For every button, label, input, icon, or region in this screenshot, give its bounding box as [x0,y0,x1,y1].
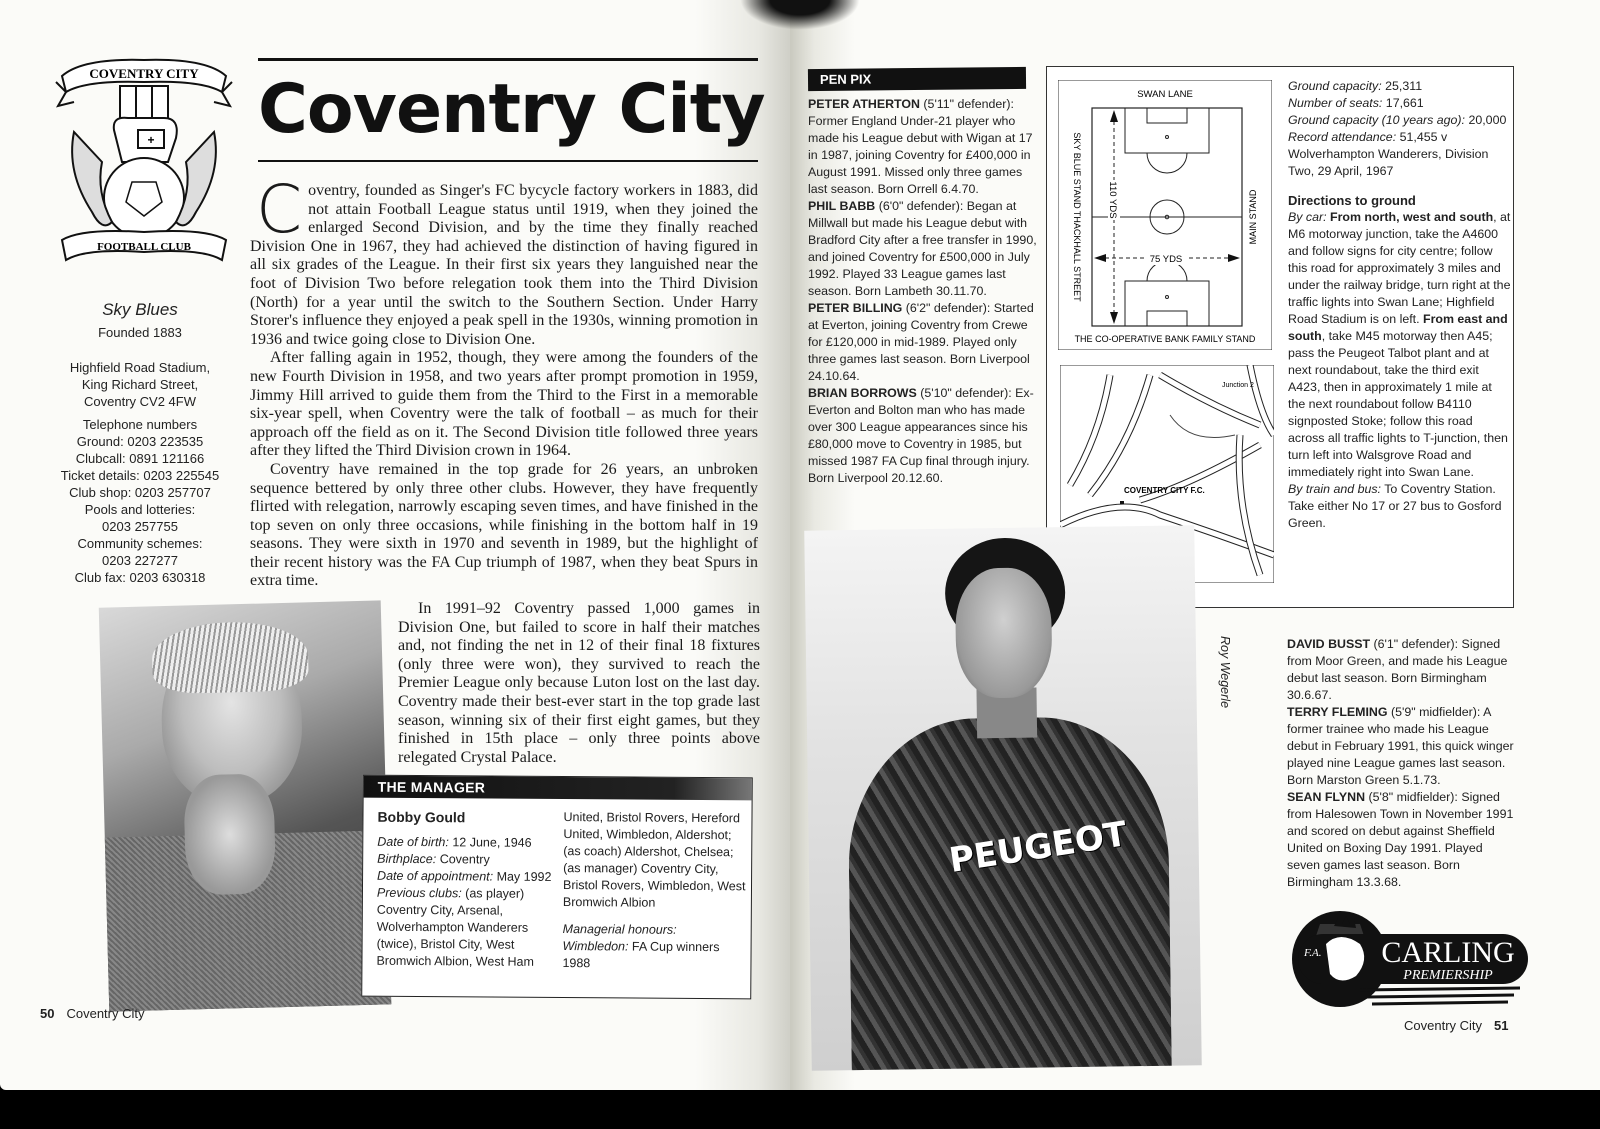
phone-line: Club fax: 0203 630318 [74,570,206,585]
drop-cap: C [256,171,303,248]
phone-line: 0203 257755 [102,519,178,534]
book-spine-shadow [740,0,860,30]
address-line: Highfield Road Stadium, [69,360,211,375]
car-route-2-text: , take M45 motorway then A45; pass the Peugeot Talbot plant and at next roundabout, take the third exit A423, then in approximately 1 mile at the next roundabout follow B4110 signposted Stoke; follow this road across all traffic lights to T-junction, then turn left into Walsgrove Road and immediately right into Swan Lane. [1288,329,1508,479]
pen-pix-column-2 [1287,636,1519,891]
history-paragraph: After falling again in 1952, though, they were among the founders of the new Fourth Division in 1958, and two years after prompt promotion in 1959, Jimmy Hill arrived to guide them from the Third to the First in a memorable six-year spell, when Coventry were the talk of football – as much for their approach off the field as on it. The Second Division title followed three years after they lifted the Third Division crown in 1964. [250,349,758,460]
pitch-diagram [1058,80,1272,350]
dob-label: Date of birth: [377,834,449,850]
honours-value: FA Cup winners 1988 [562,939,720,971]
running-footer: Coventry City [1404,1018,1483,1033]
player-entry [808,198,1044,300]
pitch-width-label: 75 YDS [1149,254,1183,265]
shirt-sponsor: PEUGEOT [946,814,1130,881]
pitch-right-label: MAIN STAND [1248,189,1258,245]
player-entry [1287,636,1519,704]
title-rule [258,160,758,162]
capacity-10y-label: Ground capacity (10 years ago): [1288,113,1466,127]
manager-details-right [562,809,749,973]
manager-name: Bobby Gould [377,808,466,826]
player-entry [808,96,1044,198]
player-detail: (5'8" midfielder): Signed from Halesowen Town in November 1991 and scored on debut against Sheffield United on Boxing Day 1991. Played seven games last season. Born Birmingham 13.3.68. [1287,790,1514,889]
pitch-bottom-label: THE CO-OPERATIVE BANK FAMILY STAND [1074,334,1256,344]
history-text: oventry, founded as Singer's FC bycycle factory workers in 1883, did not attain Football League status until 1919, when they joined the enlarged Second Division, and by the time they finally reached Division One in 1967, they had achieved the distinction of having figured in all six grades of the League. In their first six years they languished near the foot of Division Two before relegation took them into the Third Division (North) for a year until the switch to the Southern Section. Under Harry Storer's influence they enjoyed a peak spell in the 1930s, winning promotion in 1936 and twice going close to Division One. [250,182,758,348]
page-number: 50 [40,1006,55,1021]
crest-top-text: COVENTRY CITY [89,66,199,81]
directions-by-train [1288,481,1512,532]
club-crest-icon [52,52,236,274]
phone-line: Club shop: 0203 257707 [69,485,211,500]
phone-line: Clubcall: 0891 121166 [75,451,205,466]
capacity-10y-value: 20,000 [1465,113,1507,127]
stadium-address [40,359,240,410]
player-detail: (5'11" defender): Former England Under-21 player who made his League debut with Wigan at 17 in 1987, joining Coventry for £400,000 in August 1991. Missed only three games last season. Born Orrell 6.4.70. [808,97,1033,196]
birthplace-label: Birthplace: [377,851,437,867]
founded-year: Founded 1883 [98,325,182,340]
player-name: PHIL BABB [808,199,876,213]
player-detail: (6'1" defender): Signed from Moor Green, and made his League debut last season. Born Birmingham 30.6.67. [1287,637,1508,702]
club-nickname: Sky Blues [102,300,178,319]
player-photo [804,525,1202,1070]
crest-bottom-text: FOOTBALL CLUB [97,241,191,253]
capacity-value: 25,311 [1381,79,1423,93]
phone-line: Ground: 0203 223535 [76,434,204,449]
record-label: Record attendance: [1288,130,1397,144]
player-entry [1287,789,1519,891]
svg-text:+: + [147,133,155,147]
carling-premiership-logo-icon [1290,904,1530,1014]
phone-line: Ticket details: 0203 225545 [60,468,220,483]
player-entry [808,385,1044,487]
capacity-label: Ground capacity: [1288,79,1382,93]
birthplace-value: Coventry [436,852,490,867]
player-name: BRIAN BORROWS [808,386,917,400]
manager-photo [99,600,391,1011]
player-name: PETER ATHERTON [808,97,920,111]
page-footer-right [1404,1018,1509,1033]
train-label: By train and bus: [1288,482,1381,496]
player-name: SEAN FLYNN [1287,790,1366,804]
history-paragraph [250,171,758,349]
honours-club: Wimbledon: [562,939,629,954]
ground-details [1288,78,1512,532]
history-paragraph: Coventry have remained in the top grade for 26 years, an unbroken sequence bettered by only three other clubs. However, they have frequently flirted with relegation, narrowly escaping seven times, and have finished in the top seven on only three occasions, while finishing in the bottom half in 19 seasons. They were sixth in 1970 and seventh in 1989, but the highlight of their recent history was the FA Cup triumph of 1987, when they beat Spurs in extra time. [250,460,758,590]
previous-clubs-continued: United, Bristol Rovers, Hereford United, Wimbledon, Aldershot; (as coach) Aldershot, Chelsea; (as manager) Coventry City, Bristol Rovers, Wimbledon, West Bromwich Albion [562,810,746,910]
pitch-left-label: SKY BLUE STAND THACKHALL STREET [1072,132,1082,302]
car-route-2: From east and south [1288,312,1508,343]
manager-header: THE MANAGER [364,776,752,801]
pitch-length-label: 110 YDS [1107,181,1118,219]
player-name: PETER BILLING [808,301,903,315]
map-junction-label: Junction 2 [1222,382,1254,389]
phone-line: 0203 227277 [102,553,178,568]
player-detail: (6'0" defender): Began at Millwall but made his League debut with Bradford City after a free transfer in 1990, and joined Coventry for £500,000 in July 1992. Played 33 League games last season. Born Lambeth 30.11.70. [808,199,1037,298]
page-footer-left [40,1006,145,1021]
previous-clubs-value: (as player) Coventry City, Arsenal, Wolverhampton Wanderers (twice), Bristol City, West Bromwich Albion, West Ham [376,886,534,969]
car-route-1: From north, west and south [1326,210,1494,224]
appointment-value: May 1992 [493,869,552,884]
seats-label: Number of seats: [1288,96,1383,110]
map-club-label: COVENTRY CITY F.C. [1124,486,1205,495]
player-detail: (5'10" defender): Ex-Everton and Bolton man who has made over 300 League appearances since his £80,000 move to Coventry in 1985, but missed 1987 FA Cup final through injury. Born Liverpool 20.12.60. [808,386,1034,485]
club-history [250,171,758,591]
player-name: TERRY FLEMING [1287,705,1388,719]
page-title: Coventry City [258,70,765,149]
telephone-numbers [40,416,240,586]
logo-line1: CARLING [1381,936,1515,969]
previous-clubs-label: Previous clubs: [376,885,462,901]
pen-pix-header: PEN PIX [808,67,1026,91]
phone-line: Telephone numbers [82,417,198,432]
running-footer: Coventry City [66,1006,145,1021]
directions-title: Directions to ground [1288,193,1416,208]
player-detail: (6'2" defender): Started at Everton, joining Coventry from Crewe for £120,000 in mid-1989. Played only three games last season. Born Liverpool 24.10.64. [808,301,1034,383]
honours-label: Managerial honours: [562,922,677,937]
player-detail: (5'9" midfielder): A former trainee who made his League debut in February 1991, this quick winger played nine League games last season. Born Marston Green 5.1.73. [1287,705,1514,787]
logo-fa: F.A. [1304,947,1322,959]
car-label: By car: [1288,210,1327,224]
player-name: DAVID BUSST [1287,637,1371,651]
seats-value: 17,661 [1382,96,1424,110]
player-entry [1287,704,1519,789]
title-rule [258,58,758,61]
appointment-label: Date of appointment: [377,868,494,884]
photo-caption: Roy Wegerle [1218,636,1232,709]
train-text: To Coventry Station. Take either No 17 or 27 bus to Gosford Green. [1288,482,1502,530]
address-line: Coventry CV2 4FW [84,394,196,409]
manager-panel [361,775,753,1000]
club-info-sidebar [40,300,240,586]
address-line: King Richard Street, [81,377,199,392]
player-entry [808,300,1044,385]
club-history-continued [398,600,760,767]
directions-by-car [1288,209,1512,481]
dob-value: 12 June, 1946 [448,835,532,850]
record-value: 51,455 v Wolverhampton Wanderers, Division Two, 29 April, 1967 [1288,130,1489,178]
phone-line: Pools and lotteries: [84,502,196,517]
history-paragraph: In 1991–92 Coventry passed 1,000 games in Division One, but failed to score in half their matches and, not finding the net in 12 of their final 18 fixtures (only three were won), they survived to reach the Premier League only because Luton lost on the last day. Coventry made their best-ever start in the top grade last season, winning six of their first eight games, but they finished in 15th place – only three points above relegated Crystal Palace. [398,600,760,766]
manager-details-left [376,808,557,971]
pitch-top-label: SWAN LANE [1137,89,1193,100]
logo-line2: PREMIERSHIP [1403,968,1493,983]
page-number: 51 [1494,1018,1509,1033]
car-route-1-text: , at M6 motorway junction, take the A4600 and follow signs for city centre; follow this road for approximately 3 miles and under the railway bridge, turn right at the traffic lights into Swan Lane; Highfield Road Stadium is on left. [1288,210,1511,326]
pen-pix-column-1 [808,96,1044,487]
phone-line: Community schemes: [77,536,203,551]
